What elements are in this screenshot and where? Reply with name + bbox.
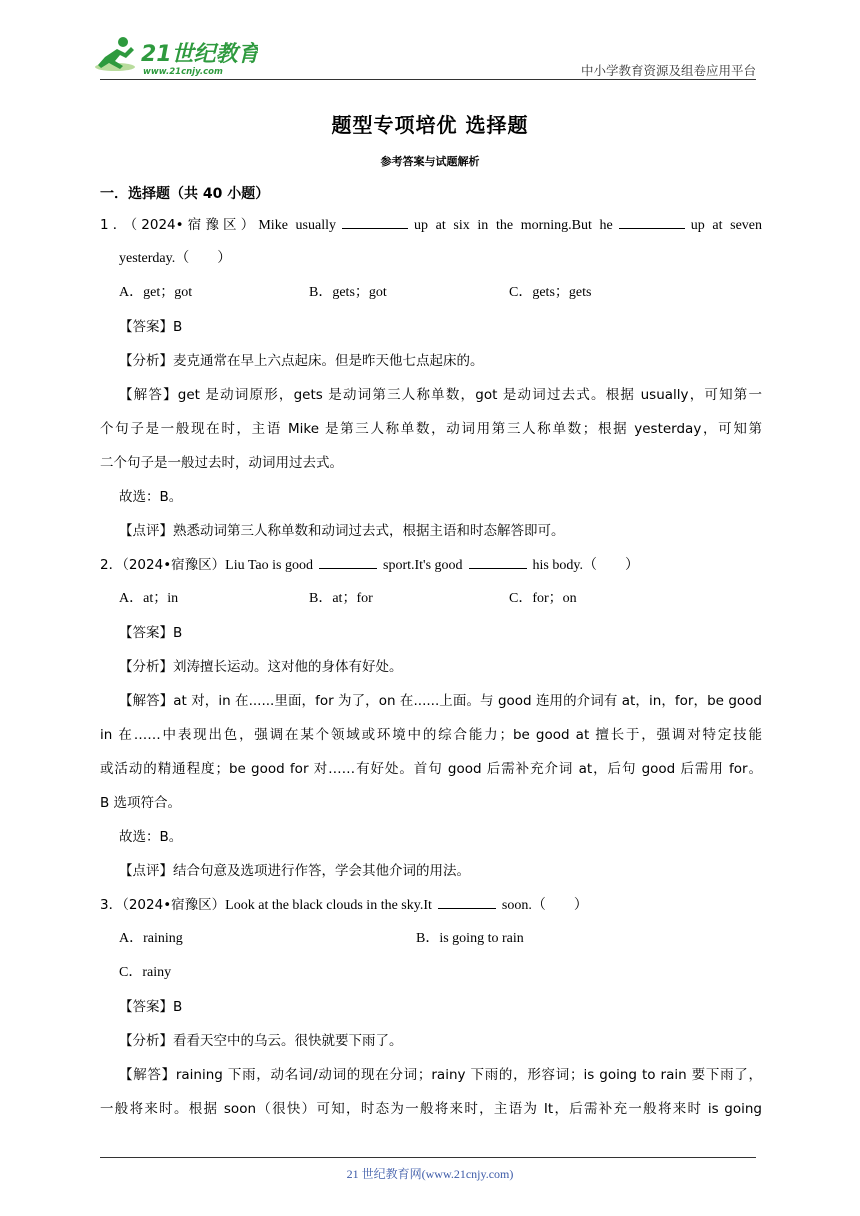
question-stem-continued: yesterday.（ ） (119, 251, 232, 266)
logo-text: 21世纪教育 (141, 42, 258, 67)
options-row (100, 280, 762, 314)
option-c: C．rainy (119, 965, 172, 980)
choice-line: 故选：B。 (119, 829, 183, 845)
answer-blank (438, 893, 496, 909)
document-title: 题型专项培优 选择题 (331, 113, 529, 137)
solution-line: B 选项符合。 (100, 795, 182, 811)
analysis-line: 【分析】刘涛擅长运动。这对他的身体有好处。 (119, 659, 403, 675)
solution-line: 【解答】at 对，in 在......里面，for 为了，on 在......上面。与 good 连用的介词有 at，in，for，be good (119, 693, 762, 709)
answer-line: 【答案】B (119, 625, 183, 641)
option-b: B．at；for (309, 591, 373, 606)
question-1 (100, 212, 762, 552)
solution-line: 或活动的精通程度；be good for 对……有好处。首句 good 后需补充介词 at，后句 good 后需用 for。 (100, 761, 762, 777)
document-body (100, 181, 762, 1130)
answer-line: 【答案】B (119, 999, 183, 1015)
question-2 (100, 552, 762, 892)
answer-blank (469, 553, 527, 569)
option-c: C．gets；gets (509, 285, 592, 300)
solution-line: 二个句子是一般过去时，动词用过去式。 (100, 455, 343, 471)
solution-line: 【解答】get 是动词原形，gets 是动词第三人称单数，got 是动词过去式。根据 usually，可知第一 (119, 387, 762, 403)
answer-line: 【答案】B (119, 319, 183, 335)
question-3 (100, 892, 762, 1130)
comment-line: 【点评】熟悉动词第三人称单数和动词过去式，根据主语和时态解答即可。 (119, 523, 565, 539)
options-row (100, 586, 762, 620)
answer-blank (342, 213, 408, 229)
section-heading: 一．选择题（共 40 小题） (100, 186, 270, 202)
question-stem: 3．（2024•宿豫区）Look at the black clouds in the sky.It soon.（ ） (100, 892, 762, 926)
question-stem: 2．（2024•宿豫区）Liu Tao is good sport.It's good his body.（ ） (100, 552, 762, 586)
solution-line: 【解答】raining 下雨，动名词/动词的现在分词；rainy 下雨的，形容词；is going to rain 要下雨了， (119, 1067, 762, 1083)
solution-line: in 在……中表现出色，强调在某个领域或环境中的综合能力；be good at 擅长于，强调对特定技能 (100, 727, 762, 743)
footer-divider (100, 1157, 756, 1158)
answer-blank (319, 553, 377, 569)
option-b: B．is going to rain (416, 931, 524, 946)
solution-line: 一般将来时。根据 soon（很快）可知，时态为一般将来时，主语为 It，后需补充一般将来时 is going (100, 1101, 762, 1117)
comment-line: 【点评】结合句意及选项进行作答，学会其他介词的用法。 (119, 863, 470, 879)
logo-url: www.21cnjy.com (143, 67, 223, 77)
options-row (100, 926, 762, 960)
option-a: A．raining (119, 931, 183, 946)
analysis-line: 【分析】麦克通常在早上六点起床。但是昨天他七点起床的。 (119, 353, 484, 369)
option-a: A．at；in (119, 591, 179, 606)
choice-line: 故选：B。 (119, 489, 183, 505)
option-b: B．gets；got (309, 285, 387, 300)
analysis-line: 【分析】看看天空中的乌云。很快就要下雨了。 (119, 1033, 403, 1049)
header-divider (100, 79, 756, 80)
site-logo (93, 35, 258, 77)
option-c: C．for；on (509, 591, 577, 606)
document-subtitle: 参考答案与试题解析 (380, 155, 480, 168)
site-name: 中小学教育资源及组卷应用平台 (580, 63, 756, 78)
solution-line: 个句子是一般现在时，主语 Mike 是第三人称单数，动词用第三人称单数；根据 yesterday，可知第 (100, 421, 762, 437)
footer-link[interactable]: 21 世纪教育网(www.21cnjy.com) (346, 1167, 514, 1181)
option-a: A．get；got (119, 285, 193, 300)
answer-blank (619, 213, 685, 229)
question-stem: 1．（2024•宿豫区）Mike usually up at six in the morning.But he up at seven (100, 212, 762, 246)
